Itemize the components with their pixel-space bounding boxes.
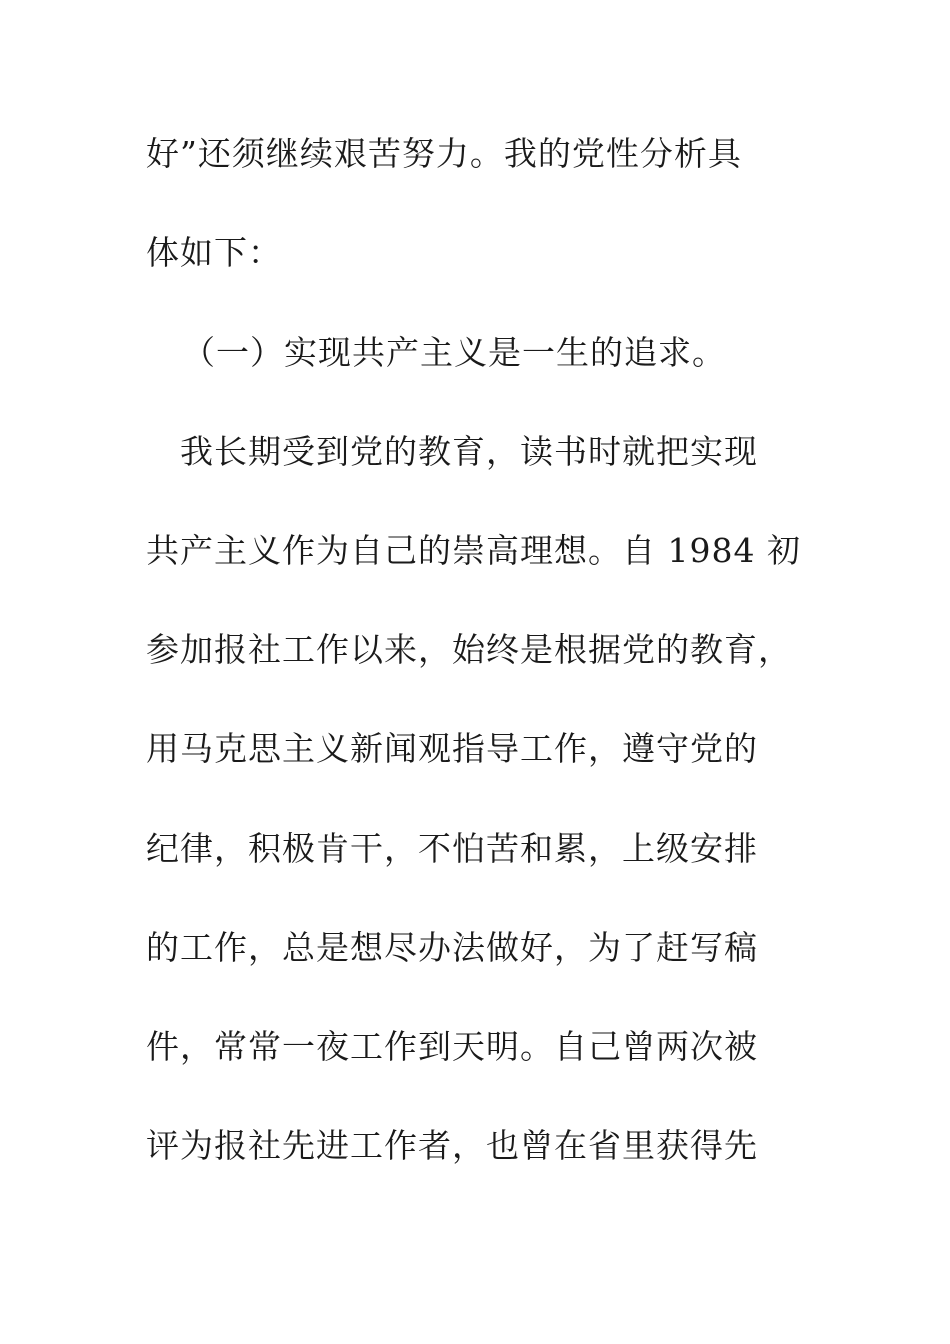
text-line-9: 的工作，总是想尽办法做好，为了赶写稿 (146, 928, 758, 967)
text-line-2: 体如下： (146, 233, 282, 272)
text-line-11: 评为报社先进工作者，也曾在省里获得先 (146, 1126, 758, 1165)
text-line-8: 纪律，积极肯干，不怕苦和累，上级安排 (146, 829, 758, 868)
paragraph-first-line: 我长期受到党的教育，读书时就把实现 (180, 432, 758, 471)
text-line-7: 用马克思主义新闻观指导工作，遵守党的 (146, 729, 758, 768)
text-line-10: 件，常常一夜工作到天明。自己曾两次被 (146, 1027, 758, 1066)
text-line-6: 参加报社工作以来，始终是根据党的教育， (146, 630, 792, 669)
section-heading: （一）实现共产主义是一生的追求。 (182, 333, 726, 372)
text-line-1: 好”还须继续艰苦努力。我的党性分析具 (146, 134, 742, 173)
text-line-5: 共产主义作为自己的崇高理想。自 1984 初 (146, 531, 801, 570)
